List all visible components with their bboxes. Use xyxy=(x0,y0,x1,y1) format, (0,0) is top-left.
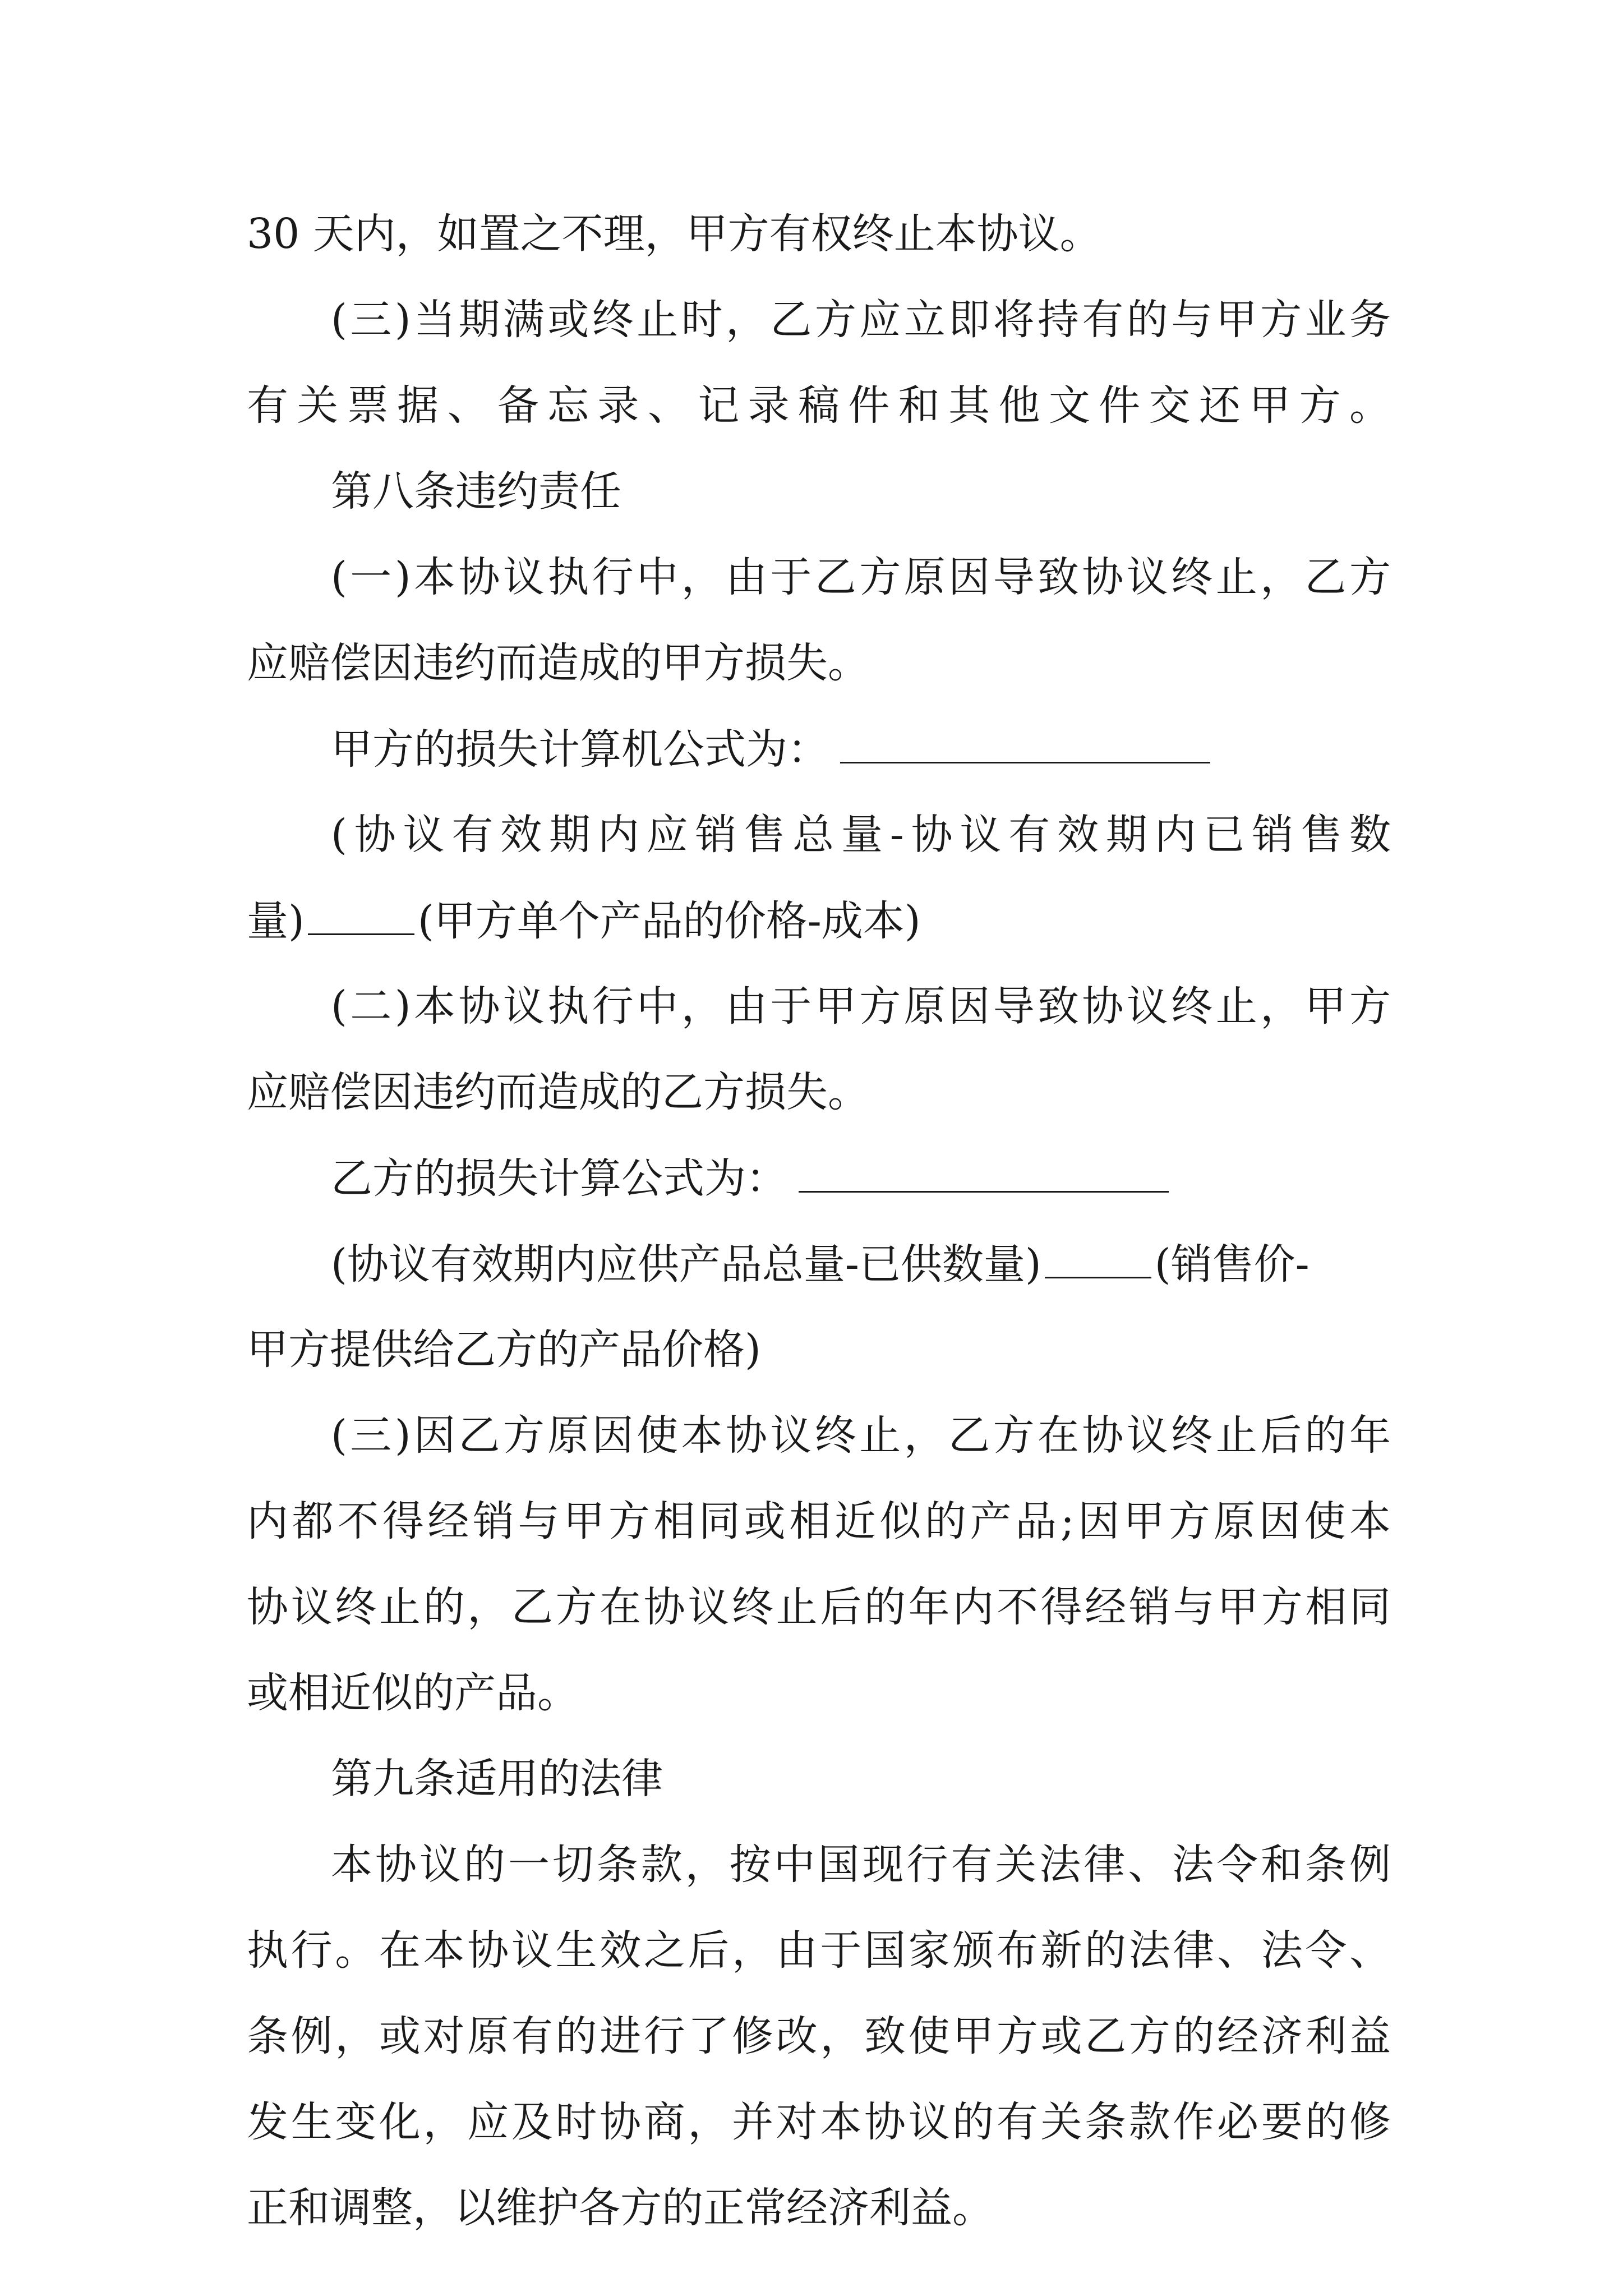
paragraph-line xyxy=(247,296,1391,344)
line-text: 应赔偿因违约而造成的甲方损失。 xyxy=(247,639,869,687)
fill-in-blank xyxy=(799,1157,1169,1193)
line-text: 执行。在本协议生效之后，由于国家颁布新的法律、法令、 xyxy=(247,1926,1391,1975)
paragraph-line xyxy=(247,982,1391,1030)
section-heading xyxy=(247,467,1391,516)
paragraph-line xyxy=(247,2098,1391,2146)
paragraph-line xyxy=(247,639,1391,687)
fill-in-blank xyxy=(840,728,1210,763)
document-body xyxy=(247,210,1391,2273)
line-text: 应赔偿因违约而造成的乙方损失。 xyxy=(247,1068,869,1116)
fill-in-blank xyxy=(308,900,414,935)
heading-text: 第九条适用的法律 xyxy=(331,1755,663,1803)
paragraph-line xyxy=(247,725,1391,774)
line-text: (三)当期满或终止时，乙方应立即将持有的与甲方业务 xyxy=(331,296,1391,344)
fill-in-blank xyxy=(1045,1243,1151,1278)
line-text: (销售价- xyxy=(1154,1240,1310,1289)
line-text: (协议有效期内应供产品总量-已供数量) xyxy=(331,1240,1041,1289)
paragraph-line xyxy=(247,1583,1391,1631)
line-text: 条例，或对原有的进行了修改，致使甲方或乙方的经济利益 xyxy=(247,2012,1391,2060)
paragraph-line xyxy=(247,210,1391,258)
line-text: 协议终止的，乙方在协议终止后的年内不得经销与甲方相同 xyxy=(247,1583,1391,1631)
paragraph-line xyxy=(247,811,1391,859)
line-text: 本协议的一切条款，按中国现行有关法律、法令和条例 xyxy=(331,1841,1391,1889)
line-text: 内都不得经销与甲方相同或相近似的产品;因甲方原因使本 xyxy=(247,1497,1391,1545)
paragraph-line xyxy=(247,381,1391,430)
line-text: 或相近似的产品。 xyxy=(247,1669,579,1717)
paragraph-line xyxy=(247,1068,1391,1116)
paragraph-line xyxy=(247,1411,1391,1460)
paragraph-line xyxy=(247,2012,1391,2060)
paragraph-line xyxy=(247,1841,1391,1889)
line-text: (三)因乙方原因使本协议终止，乙方在协议终止后的年 xyxy=(331,1411,1391,1460)
line-text: 量) xyxy=(247,897,305,945)
line-text: 正和调整，以维护各方的正常经济利益。 xyxy=(247,2184,994,2232)
line-text: (二)本协议执行中，由于甲方原因导致协议终止，甲方 xyxy=(331,982,1391,1030)
line-text: (协议有效期内应销售总量-协议有效期内已销售数 xyxy=(331,811,1391,859)
line-text: 乙方的损失计算公式为： xyxy=(331,1154,787,1203)
paragraph-line xyxy=(247,2184,1391,2232)
line-text: 发生变化，应及时协商，并对本协议的有关条款作必要的修 xyxy=(247,2098,1391,2146)
paragraph-line xyxy=(247,1240,1391,1289)
line-text: 30 天内，如置之不理，甲方有权终止本协议。 xyxy=(247,210,1101,258)
section-heading xyxy=(247,1755,1391,1803)
line-text: 甲方提供给乙方的产品价格) xyxy=(247,1326,761,1374)
paragraph-line xyxy=(247,1154,1391,1203)
paragraph-line xyxy=(247,1326,1391,1374)
paragraph-line xyxy=(247,1497,1391,1545)
line-text: 甲方的损失计算机公式为： xyxy=(331,725,829,774)
line-text: (甲方单个产品的价格-成本) xyxy=(417,897,921,945)
heading-text: 第八条违约责任 xyxy=(331,467,621,516)
paragraph-line xyxy=(247,1669,1391,1717)
paragraph-line xyxy=(247,553,1391,601)
paragraph-line xyxy=(247,897,1391,945)
line-text: (一)本协议执行中，由于乙方原因导致协议终止，乙方 xyxy=(331,553,1391,601)
line-text: 有关票据、备忘录、记录稿件和其他文件交还甲方。 xyxy=(247,381,1391,430)
paragraph-line xyxy=(247,1926,1391,1975)
